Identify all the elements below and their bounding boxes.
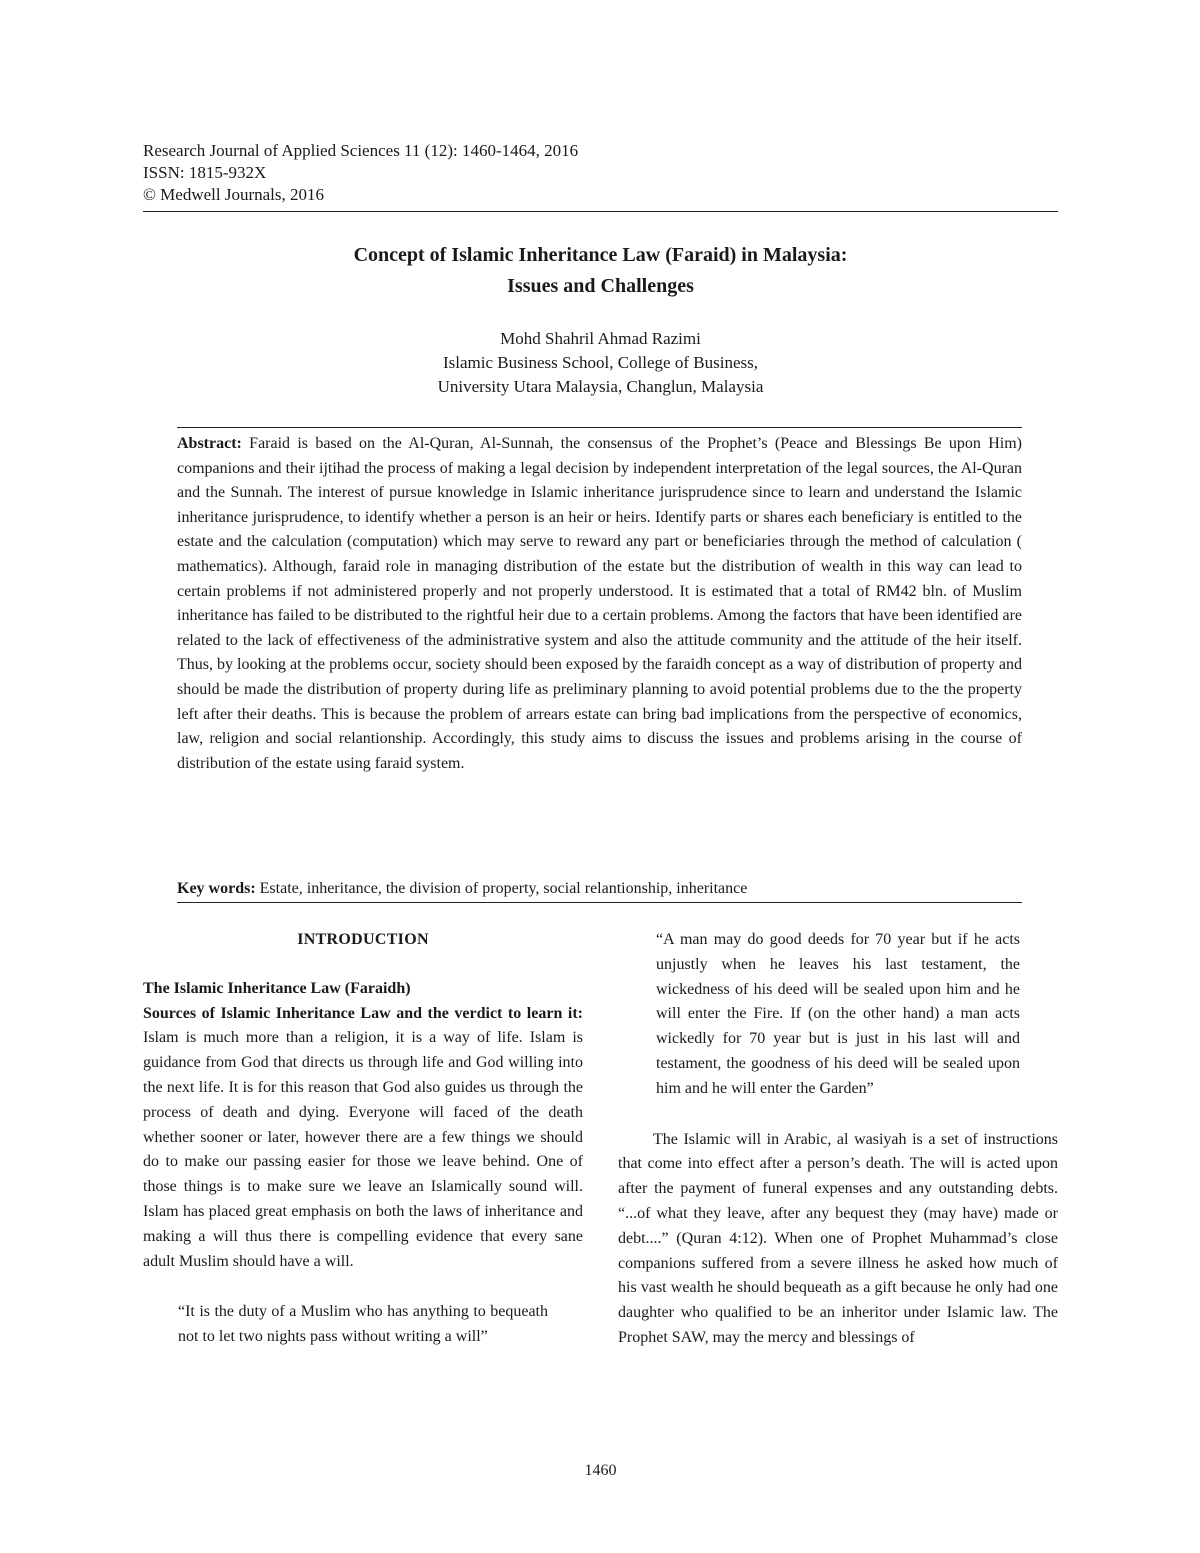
title-line-1: Concept of Islamic Inheritance Law (Faraid) in Malaysia: [353,244,848,266]
author-name: Mohd Shahril Ahmad Razimi [500,329,701,348]
journal-copyright: © Medwell Journals, 2016 [143,185,325,204]
header-divider [143,211,1058,212]
paragraph-1-text: Islam is much more than a religion, it is a way of life. Islam is guidance from God that directs us through life and God willing into the next life. It is for this reason that God also guides us through the process of death and dying. Everyone will faced of the death whether sooner or later, however there are a few things we should do to make our passing easier for those we leave behind. One of those things is to make sure we leave an Islamically sound will. Islam has placed great emphasis on both the laws of inheritance and making a will thus there is compelling evidence that every sane adult Muslim should have a will. [143,1029,583,1270]
keywords [177,878,1022,900]
page-number: 1460 [584,1462,617,1479]
abstract-text: Faraid is based on the Al-Quran, Al-Sunnah, the consensus of the Prophet’s (Peace and Blessings Be upon Him) companions and their ijtihad the process of making a legal decision by independent interpretation of the legal sources, the Al-Quran and the Sunnah. The interest of pursue knowledge in Islamic inheritance jurisprudence since to learn and understand the Islamic inheritance jurisprudence, to identify whether a person is an heir or heirs. Identify parts or shares each beneficiary is entitled to the estate and the calculation (computation) which may serve to reward any part or beneficiaries through the method of calculation ( mathematics). Although, faraid role in managing distribution of the estate but the distribution of wealth in this way can lead to certain problems if not administered properly and not properly understood. It is estimated that a total of RM42 bln. of Muslim inheritance has failed to be distributed to the rightful heir due to a certain problems. Among the factors that have been identified are related to the lack of effectiveness of the administrative system and also the attitude community and the attitude of the heir itself. Thus, by looking at the problems occur, society should been exposed by the faraidh concept as a way of distribution of property and should be made the distribution of property during life as preliminary planning to avoid potential problems due to the the property left after their deaths. This is because the problem of arrears estate can bring bad implications from the perspective of economics, law, religion and social relantionship. Accordingly, this study aims to discuss the issues and problems arising in the course of distribution of the estate using faraid system. [177,435,1022,772]
journal-issn: ISSN: 1815-932X [143,163,267,182]
subheading: The Islamic Inheritance Law (Faraidh) [143,979,411,997]
abstract-divider [177,427,1022,428]
abstract [177,432,1022,776]
journal-citation: Research Journal of Applied Sciences 11 (12): 1460-1464, 2016 [143,141,579,160]
left-column [143,928,583,1350]
lead-heading: Sources of Islamic Inheritance Law and the verdict to learn it: [143,1004,583,1022]
author-block [143,327,1058,399]
journal-header [143,140,1058,206]
paper-title [143,240,1058,302]
title-line-2: Issues and Challenges [507,275,694,297]
quote-1: “It is the duty of a Muslim who has anything to bequeath not to let two nights pass without writing a will” [178,1303,548,1346]
keywords-divider [177,902,1022,903]
section-heading: INTRODUCTION [297,931,429,948]
body-paragraph-2: The Islamic will in Arabic, al wasiyah is a set of instructions that come into effect after a person’s death. The will is acted upon after the payment of funeral expenses and any outstanding debts. “...of what they leave, after any bequest they (may have) made or debt....” (Quran 4:12). When one of Prophet Muhammad’s close companions suffered from a severe illness he asked how much of his vast wealth he should bequeath as a gift because he only had one daughter who qualified to be an inheritor under Islamic law. The Prophet SAW, may the mercy and blessings of [618,1130,1058,1346]
author-affiliation-2: University Utara Malaysia, Changlun, Malaysia [437,377,764,396]
abstract-label: Abstract: [177,435,242,452]
right-column [618,928,1058,1351]
body-paragraph-1 [143,1002,583,1275]
keywords-label: Key words: [177,880,256,897]
keywords-text: Estate, inheritance, the division of property, social relantionship, inheritance [259,880,748,897]
author-affiliation-1: Islamic Business School, College of Business, [443,353,758,372]
quote-2: “A man may do good deeds for 70 year but if he acts unjustly when he leaves his last testament, the wickedness of his deed will be sealed upon him and he will enter the Fire. If (on the other hand) a man acts wickedly for 70 year but is just in his last will and testament, the goodness of his deed will be sealed upon him and he will enter the Garden” [656,931,1020,1097]
